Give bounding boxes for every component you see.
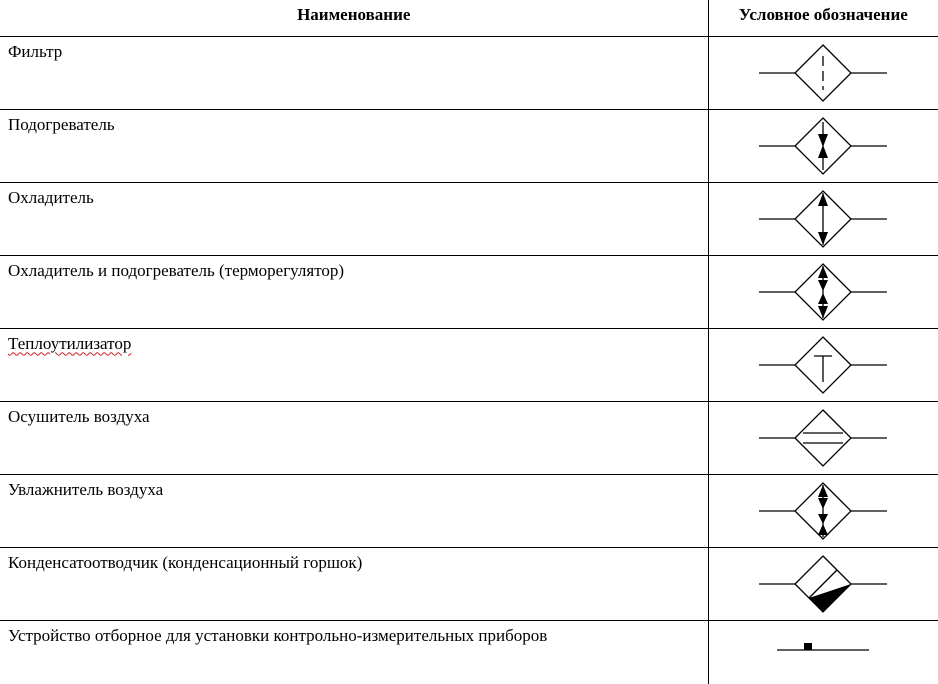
table-row (0, 547, 938, 620)
table-row (0, 474, 938, 547)
row-name: Увлажнитель воздуха (0, 474, 708, 547)
row-name: Конденсатоотводчик (конденсационный горшок) (0, 547, 708, 620)
table-row (0, 255, 938, 328)
filter-icon (757, 43, 889, 103)
symbol-cell (708, 620, 938, 684)
row-name: Охладитель (0, 182, 708, 255)
table-row (0, 401, 938, 474)
table-header-row (0, 0, 938, 36)
symbol-cell (708, 255, 938, 328)
symbol-cell (708, 474, 938, 547)
symbol-cell (708, 547, 938, 620)
header-name: Наименование (0, 0, 708, 36)
table-row (0, 620, 938, 684)
humidifier-icon (757, 481, 889, 541)
row-name: Охладитель и подогреватель (терморегулятор) (0, 255, 708, 328)
table-row (0, 109, 938, 182)
symbol-cell (708, 182, 938, 255)
sampling-device-icon (757, 621, 889, 661)
table-row (0, 182, 938, 255)
symbol-cell (708, 328, 938, 401)
condensate-trap-icon (757, 554, 889, 614)
symbol-cell (708, 109, 938, 182)
heat-recovery-icon (757, 335, 889, 395)
symbol-cell (708, 401, 938, 474)
row-name: Осушитель воздуха (0, 401, 708, 474)
cooler-heater-icon (757, 262, 889, 322)
table-row (0, 328, 938, 401)
heater-icon (757, 116, 889, 176)
symbol-cell (708, 36, 938, 109)
cooler-icon (757, 189, 889, 249)
row-name: Фильтр (0, 36, 708, 109)
row-name (0, 328, 708, 401)
row-name: Подогреватель (0, 109, 708, 182)
spellcheck-underlined-text: Теплоутилизатор (8, 333, 132, 353)
air-dryer-icon (757, 408, 889, 468)
header-symbol: Условное обозначение (708, 0, 938, 36)
row-name: Устройство отборное для установки контрольно-измерительных приборов (0, 620, 708, 684)
table-row (0, 36, 938, 109)
